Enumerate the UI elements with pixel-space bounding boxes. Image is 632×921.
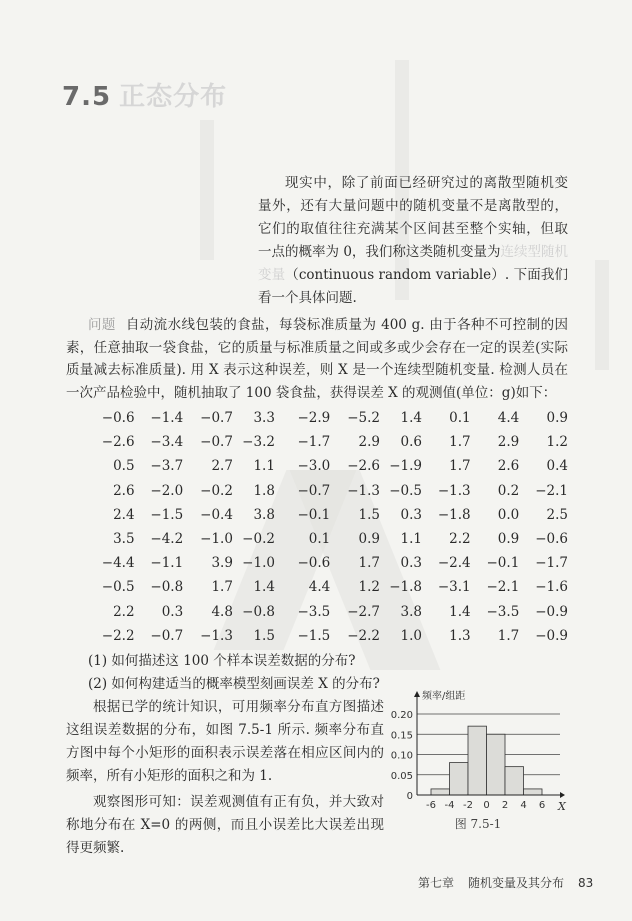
observation-cell: 2.9 bbox=[358, 434, 380, 451]
observation-cell: −0.7 bbox=[200, 410, 233, 427]
y-tick-label: 0.15 bbox=[390, 730, 413, 742]
observation-cell: 3.8 bbox=[400, 603, 422, 620]
observation-cell: 0.1 bbox=[308, 531, 331, 548]
observation-cell: 0.5 bbox=[113, 458, 135, 475]
observation-cell: 3.5 bbox=[113, 531, 135, 548]
observation-cell: 2.9 bbox=[497, 434, 520, 451]
observation-cell: −3.4 bbox=[150, 434, 184, 451]
observation-cell: 0.3 bbox=[161, 603, 184, 620]
observation-cell: −1.7 bbox=[535, 555, 568, 572]
histogram-bar bbox=[524, 789, 543, 795]
observation-cell: 3.3 bbox=[253, 410, 275, 427]
observation-cell: −1.5 bbox=[297, 627, 331, 644]
page-footer bbox=[418, 860, 594, 921]
observation-cell: 3.8 bbox=[253, 506, 275, 523]
observation-row bbox=[66, 551, 568, 575]
page-content bbox=[66, 0, 594, 921]
observation-cell: −3.1 bbox=[437, 579, 471, 596]
histogram-bar bbox=[487, 734, 506, 795]
observation-cell: 0.2 bbox=[497, 482, 520, 499]
figure bbox=[388, 688, 568, 832]
observation-cell: −2.2 bbox=[101, 627, 135, 644]
term-highlight: 连续型随机变量 bbox=[258, 244, 569, 283]
observation-cell: 1.3 bbox=[449, 627, 471, 644]
histogram-bar bbox=[450, 762, 469, 794]
observation-row bbox=[66, 479, 568, 503]
observation-cell: 0.4 bbox=[546, 458, 568, 475]
observation-cell: −0.8 bbox=[242, 603, 275, 620]
observation-cell: −3.7 bbox=[150, 458, 184, 475]
observation-cell: 1.2 bbox=[546, 434, 568, 451]
observation-cell: 0.1 bbox=[449, 410, 471, 427]
page-number: 83 bbox=[578, 875, 594, 890]
observation-cell: 0.0 bbox=[497, 506, 520, 523]
footer-chapter-title: 随机变量及其分布 bbox=[468, 875, 565, 890]
observation-cell: −2.0 bbox=[150, 482, 184, 499]
y-axis-label: 频率/组距 bbox=[422, 690, 466, 702]
observation-cell: 2.5 bbox=[546, 506, 568, 523]
question-1: (1) 如何描述这 100 个样本误差数据的分布? bbox=[88, 652, 356, 669]
observation-row bbox=[66, 503, 568, 527]
observation-cell: 4.8 bbox=[211, 603, 233, 620]
observation-cell: −0.2 bbox=[200, 482, 233, 499]
observation-cell: −0.7 bbox=[297, 482, 331, 499]
observation-cell: −2.6 bbox=[347, 458, 380, 475]
intro-text: 现实中，除了前面已经研究过的离散型随机变量外，还有大量问题中的随机变量不是离散型的，它们的取值往往充满某个区间甚至整个实轴，但取一点的概率为 0，我们称这类随机变量为 bbox=[258, 175, 568, 260]
observation-row bbox=[66, 454, 568, 478]
observation-cell: 0.9 bbox=[546, 410, 568, 427]
observation-cell: 1.7 bbox=[211, 579, 233, 596]
figure-caption: 图 7.5-1 bbox=[454, 816, 502, 831]
observation-cell: −2.4 bbox=[437, 555, 471, 572]
footer-chapter: 第七章 bbox=[418, 875, 455, 890]
observation-cell: 0.9 bbox=[358, 531, 380, 548]
x-tick-label: -6 bbox=[426, 799, 436, 811]
observation-cell: −0.5 bbox=[389, 482, 422, 499]
observation-cell: 3.9 bbox=[211, 555, 233, 572]
problem-paragraph bbox=[66, 314, 568, 404]
observation-row bbox=[66, 406, 568, 430]
observation-cell: −1.8 bbox=[437, 506, 471, 523]
observation-cell: 2.6 bbox=[497, 458, 520, 475]
observation-cell: −5.2 bbox=[347, 410, 380, 427]
observation-cell: −1.9 bbox=[389, 458, 422, 475]
observation-cell: −1.4 bbox=[150, 410, 184, 427]
observation-cell: −1.3 bbox=[200, 627, 233, 644]
histogram-bar bbox=[505, 767, 524, 795]
observation-cell: 1.2 bbox=[358, 579, 380, 596]
observation-cell: −1.5 bbox=[150, 506, 184, 523]
observation-cell: −1.8 bbox=[389, 579, 422, 596]
observation-cell: 1.1 bbox=[400, 531, 422, 548]
observation-cell: 1.5 bbox=[253, 627, 275, 644]
observation-cell: 1.4 bbox=[253, 579, 275, 596]
x-tick-label: 6 bbox=[538, 799, 546, 811]
problem-text: 自动流水线包装的食盐，每袋标准质量为 400 g. 由于各种不可控制的因素，任意抽取一袋食盐，它的质量与标准质量之间或多或少会存在一定的误差(实际质量减去标准质量). 用 X 表示这种误差，则 X 是一个连续型随机变量. 检测人员在一次产品检验中，随机抽取了 100 袋食盐，获得误差 X 的观测值(单位：g)如下： bbox=[66, 317, 569, 401]
observation-cell: 2.7 bbox=[211, 458, 233, 475]
section-number: 7.5 bbox=[62, 82, 112, 112]
observation-row bbox=[66, 430, 568, 454]
observation-cell: −0.5 bbox=[101, 579, 135, 596]
intro-text-end: （continuous random variable）. 下面我们看一个具体问题. bbox=[258, 267, 568, 306]
observation-cell: 1.5 bbox=[358, 506, 380, 523]
observation-cell: −0.6 bbox=[535, 531, 568, 548]
x-tick-label: 0 bbox=[483, 799, 490, 811]
observation-cell: −0.9 bbox=[535, 603, 568, 620]
explanation-paragraph: 根据已学的统计知识，可用频率分布直方图描述这组误差数据的分布，如图 7.5-1 所示. 频率分布直方图中每个小矩形的面积表示误差落在相应区间内的频率，所有小矩形的面积之和为 1. bbox=[66, 698, 384, 784]
observation-cell: −4.2 bbox=[150, 531, 184, 548]
problem-label: 问题 bbox=[88, 317, 116, 333]
observation-cell: 1.0 bbox=[400, 627, 422, 644]
observation-cell: −1.0 bbox=[200, 531, 233, 548]
observation-cell: 2.4 bbox=[113, 506, 135, 523]
observation-cell: 1.7 bbox=[449, 458, 471, 475]
x-axis-label: X bbox=[558, 799, 566, 813]
histogram-bar bbox=[468, 726, 487, 795]
observation-cell: −0.8 bbox=[150, 579, 184, 596]
observation-cell: −0.4 bbox=[200, 506, 233, 523]
observation-cell: −1.7 bbox=[297, 434, 331, 451]
observation-cell: −0.7 bbox=[150, 627, 184, 644]
observation-cell: −1.6 bbox=[535, 579, 568, 596]
observation-cell: −2.1 bbox=[486, 579, 520, 596]
observation-cell: 4.4 bbox=[308, 579, 331, 596]
observation-cell: 0.3 bbox=[400, 555, 422, 572]
observation-cell: 1.1 bbox=[253, 458, 275, 475]
observation-cell: −0.6 bbox=[297, 555, 331, 572]
y-tick-label: 0 bbox=[406, 790, 413, 802]
lower-section bbox=[66, 690, 568, 860]
observation-cell: 2.2 bbox=[449, 531, 471, 548]
x-tick-label: -4 bbox=[444, 799, 455, 811]
observation-cell: −1.1 bbox=[150, 555, 184, 572]
observation-cell: 0.6 bbox=[400, 434, 422, 451]
observation-row bbox=[66, 527, 568, 551]
observation-row bbox=[66, 600, 568, 624]
observation-cell: −3.5 bbox=[486, 603, 520, 620]
observation-cell: −2.1 bbox=[535, 482, 568, 499]
observation-cell: 2.2 bbox=[113, 603, 135, 620]
observation-cell: 4.4 bbox=[497, 410, 520, 427]
observation-cell: 1.4 bbox=[400, 410, 422, 427]
observation-cell: 2.6 bbox=[113, 482, 135, 499]
watermark-shape bbox=[595, 260, 609, 370]
observation-row bbox=[66, 575, 568, 599]
observation-cell: −0.7 bbox=[200, 434, 233, 451]
text-column bbox=[66, 696, 384, 860]
observation-cell: −3.0 bbox=[297, 458, 331, 475]
observation-cell: −3.2 bbox=[242, 434, 275, 451]
x-tick-label: 2 bbox=[501, 799, 509, 811]
observation-cell: 1.4 bbox=[449, 603, 471, 620]
section-title: 正态分布 bbox=[119, 82, 228, 112]
observation-cell: −1.3 bbox=[437, 482, 471, 499]
y-axis-arrow-icon bbox=[414, 691, 420, 697]
observation-cell: 1.7 bbox=[449, 434, 471, 451]
x-tick-label: 4 bbox=[520, 799, 527, 811]
observation-table bbox=[66, 406, 568, 648]
y-tick-label: 0.05 bbox=[390, 770, 413, 782]
observation-cell: −0.6 bbox=[101, 410, 135, 427]
histogram-bar bbox=[431, 789, 450, 795]
observation-cell: −3.5 bbox=[297, 603, 331, 620]
observation-cell: 1.7 bbox=[358, 555, 380, 572]
y-tick-label: 0.20 bbox=[390, 709, 413, 721]
observation-cell: 0.3 bbox=[400, 506, 422, 523]
observation-cell: −2.6 bbox=[101, 434, 135, 451]
observation-cell: −0.1 bbox=[297, 506, 331, 523]
observation-cell: −1.0 bbox=[242, 555, 275, 572]
x-tick-label: -2 bbox=[463, 799, 473, 811]
intro-paragraph bbox=[258, 172, 568, 310]
observation-cell: −2.7 bbox=[347, 603, 380, 620]
observation-cell: −0.1 bbox=[486, 555, 520, 572]
observation-row bbox=[66, 624, 568, 648]
observation-paragraph: 观察图形可知：误差观测值有正有负，并大致对称地分布在 X=0 的两侧，而且小误差比大误差出现得更频繁. bbox=[66, 793, 384, 856]
observation-cell: −0.9 bbox=[535, 627, 568, 644]
histogram-chart bbox=[388, 688, 568, 813]
observation-cell: 1.8 bbox=[253, 482, 275, 499]
observation-cell: −2.2 bbox=[347, 627, 380, 644]
observation-cell: −0.2 bbox=[242, 531, 275, 548]
observation-cell: 1.7 bbox=[497, 627, 520, 644]
question-2: (2) 如何构建适当的概率模型刻画误差 X 的分布? bbox=[88, 675, 380, 692]
observation-cell: 0.9 bbox=[497, 531, 520, 548]
observation-cell: −1.3 bbox=[347, 482, 380, 499]
x-axis-arrow-icon bbox=[560, 792, 565, 798]
observation-cell: −2.9 bbox=[297, 410, 331, 427]
observation-cell: −4.4 bbox=[101, 555, 135, 572]
y-tick-label: 0.10 bbox=[390, 750, 413, 762]
